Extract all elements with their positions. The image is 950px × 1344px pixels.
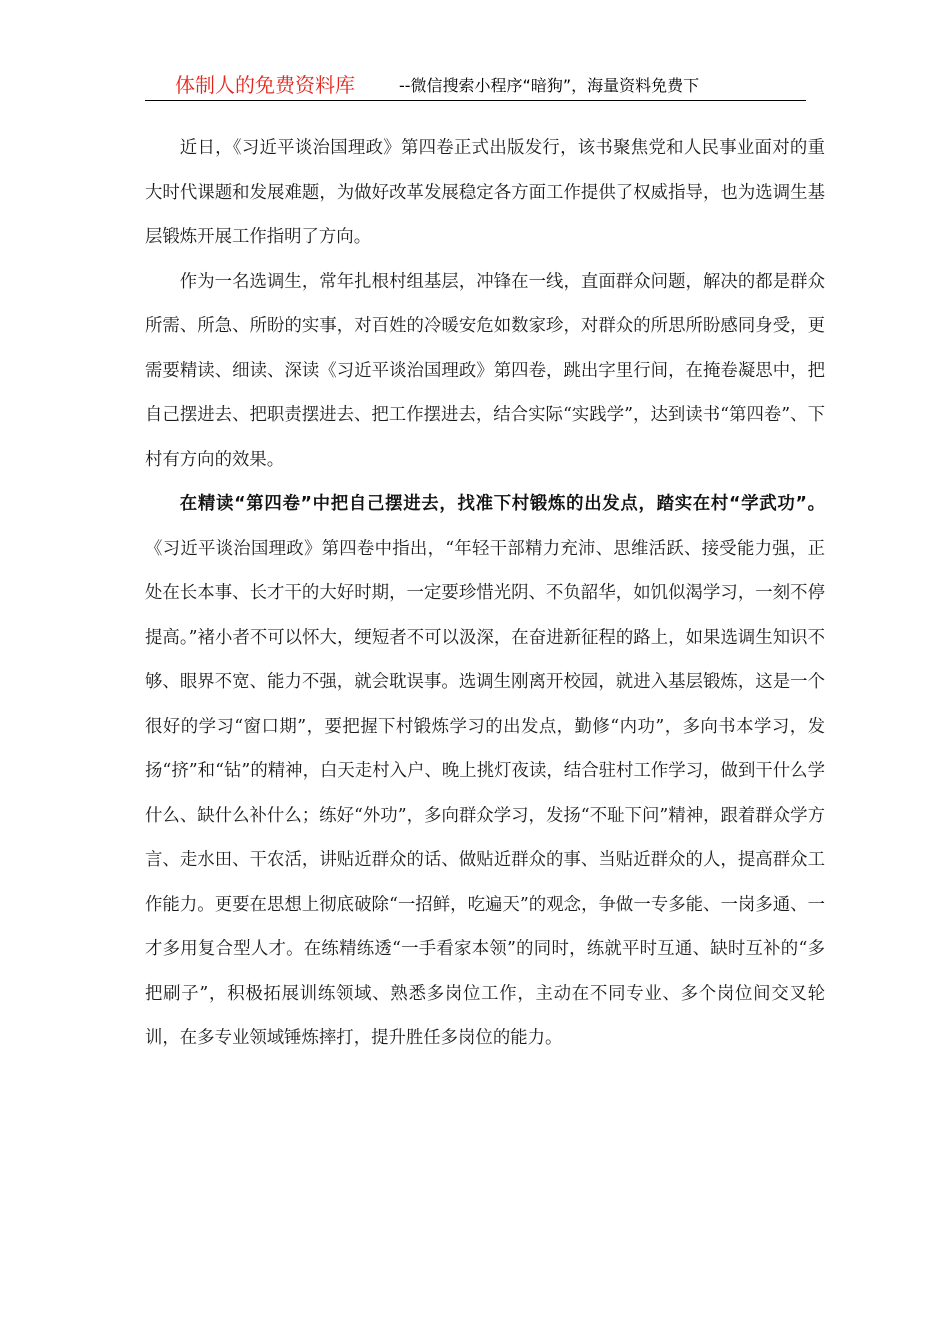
paragraph-1: [145, 126, 825, 260]
paragraph-lead: 在精读“第四卷”中把自己摆进去，找准下村锻炼的出发点，踏实在村“学武功”。: [179, 494, 825, 514]
header-note: --微信搜索小程序“暗狗”，海量资料免费下: [399, 76, 700, 95]
page-header: [145, 70, 806, 101]
header-brand: 体制人的免费资料库: [175, 73, 355, 97]
paragraph-text: 《习近平谈治国理政》第四卷中指出，“年轻干部精力充沛、思维活跃、接受能力强，正处在长本事、长才干的大好时期，一定要珍惜光阴、不负韶华，如饥似渴学习，一刻不停提高。”褚小者不可以怀大，绠短者不可以汲深，在奋进新征程的路上，如果选调生知识不够、眼界不宽、能力不强，就会耽误事。选调生刚离开校园，就进入基层锻炼，这是一个很好的学习“窗口期”，要把握下村锻炼学习的出发点，勤修“内功”，多向书本学习，发扬“挤”和“钻”的精神，白天走村入户、晚上挑灯夜读，结合驻村工作学习，做到干什么学什么、缺什么补什么；练好“外功”，多向群众学习，发扬“不耻下问”精神，跟着群众学方言、走水田、干农活，讲贴近群众的话、做贴近群众的事、当贴近群众的人，提高群众工作能力。更要在思想上彻底破除“一招鲜，吃遍天”的观念，争做一专多能、一岗多通、一才多用复合型人才。在练精练透“一手看家本领”的同时，练就平时互通、缺时互补的“多把刷子”，积极拓展训练领域、熟悉多岗位工作，主动在不同专业、多个岗位间交叉轮训，在多专业领域锤炼摔打，提升胜任多岗位的能力。: [145, 538, 825, 1048]
paragraph-text: 近日，《习近平谈治国理政》第四卷正式出版发行，该书聚焦党和人民事业面对的重大时代课题和发展难题，为做好改革发展稳定各方面工作提供了权威指导，也为选调生基层锻炼开展工作指明了方向。: [145, 138, 825, 247]
paragraph-2: [145, 260, 825, 483]
paragraph-3: [145, 482, 825, 1061]
paragraph-text: 作为一名选调生，常年扎根村组基层，冲锋在一线，直面群众问题，解决的都是群众所需、所急、所盼的实事，对百姓的冷暖安危如数家珍，对群众的所思所盼感同身受，更需要精读、细读、深读《习近平谈治国理政》第四卷，跳出字里行间，在掩卷凝思中，把自己摆进去、把职责摆进去、把工作摆进去，结合实际“实践学”，达到读书“第四卷”、下村有方向的效果。: [145, 271, 825, 470]
article-body: [145, 126, 825, 1061]
